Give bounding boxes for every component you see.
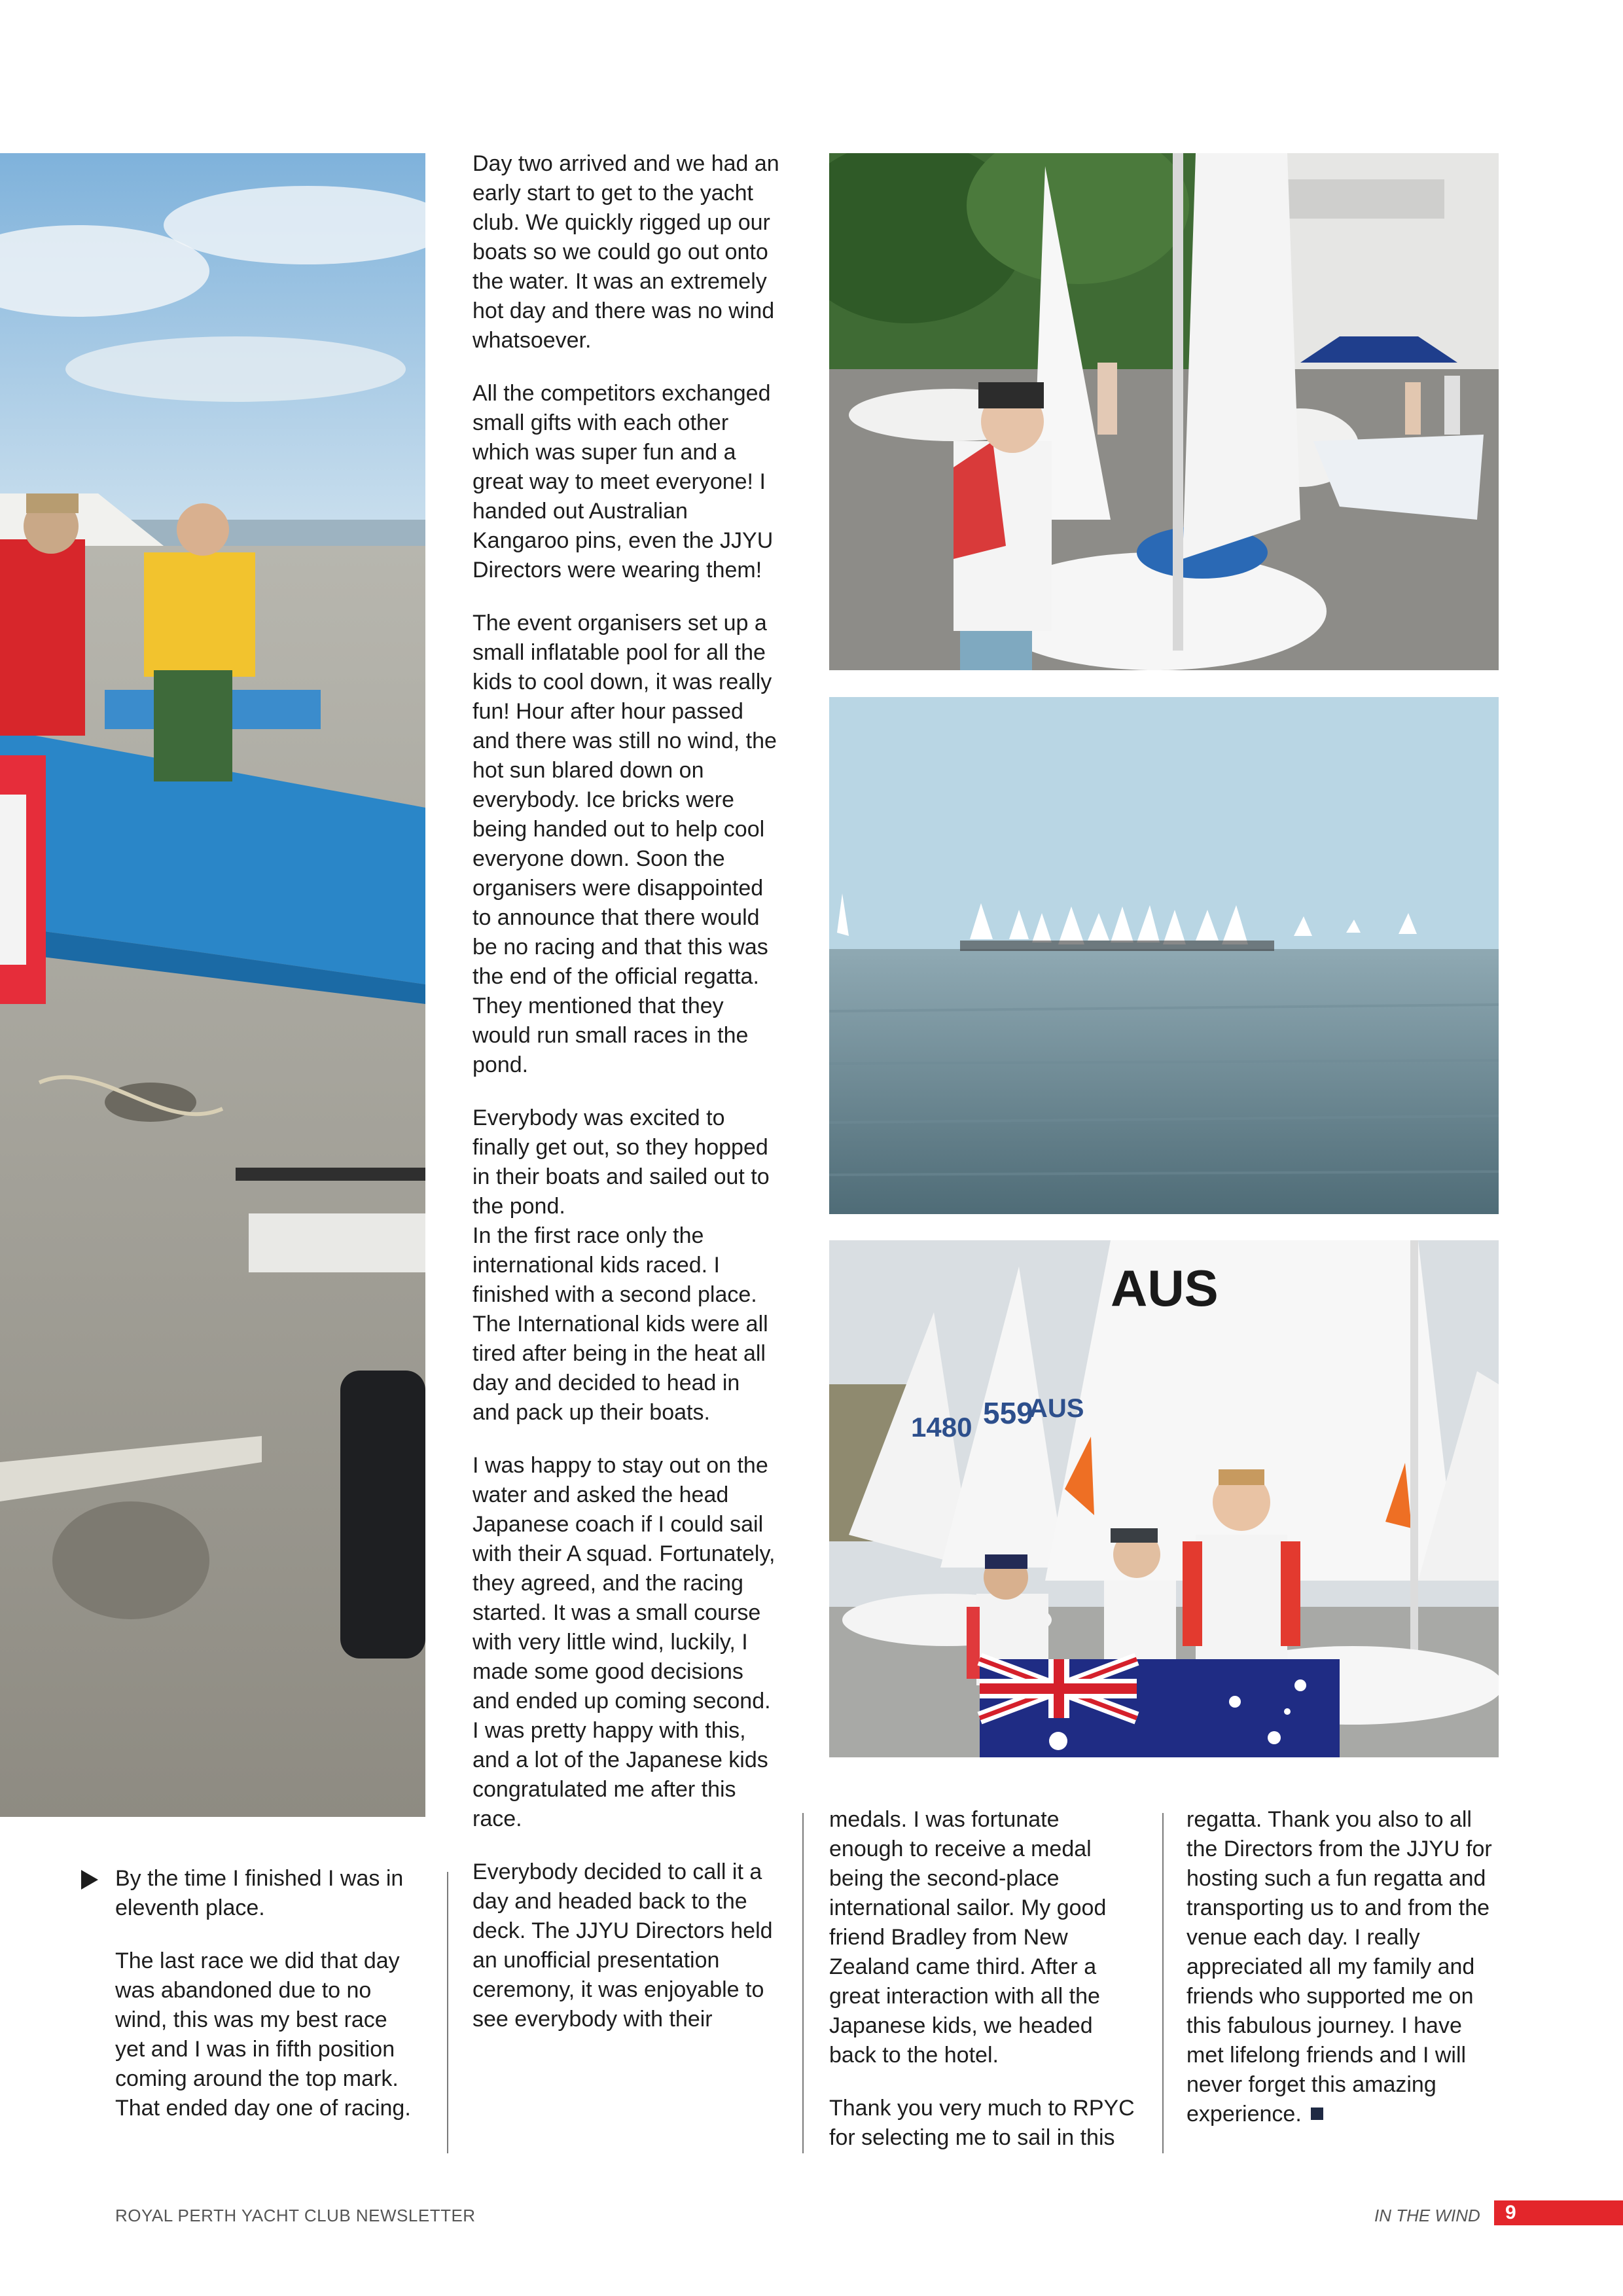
paragraph: All the competitors exchanged small gifts with each other which was super fun and a great way to meet everyone! I handed out Australian Kangaroo pins, even the JJYU Directors were wearing them! <box>473 381 774 583</box>
paragraph: The event organisers set up a small inflatable pool for all the kids to cool down, it was really fun! Hour after hour passed and there was still no wind, the hot sun blared down on everybody. Ice bricks were being handed out to help cool everyone down. Soon the organisers were disappointed to announce that there would be no racing and that this was the end of the official regatta. They mentioned that they would run small races in the pond. <box>473 611 777 1077</box>
paragraph: Thank you very much to RPYC for selecting me to sail in this <box>829 2096 1135 2150</box>
paragraph: Everybody decided to call it a day and headed back to the deck. The JJYU Directors held an unofficial presentation ceremony, it was enjoyable to see everybody with their <box>473 1859 773 2032</box>
paragraph: The last race we did that day was abandoned due to no wind, this was my best race yet and I was in fifth position coming around the top mark. That ended day one of racing. <box>115 1948 411 2121</box>
photo-dinghy-park <box>829 153 1499 670</box>
sail-number-559: 559 <box>983 1396 1033 1430</box>
sail-number-aus: AUS <box>1111 1259 1219 1317</box>
footer-publication: ROYAL PERTH YACHT CLUB NEWSLETTER <box>115 2206 476 2225</box>
paragraph: Everybody was excited to finally get out, so they hopped in their boats and sailed out to the pond. <box>473 1105 770 1219</box>
text-column-left <box>115 1864 423 2123</box>
end-of-article-icon <box>1311 2108 1323 2120</box>
bullet-arrow-icon <box>81 1870 98 1890</box>
paragraph: medals. I was fortunate enough to receive a medal being the second-place international sailor. My good friend Bradley from New Zealand came third. After a great interaction with all the Japanese kids, we headed back to the hotel. <box>829 1807 1107 2068</box>
text-column-right-1 <box>829 1805 1137 2153</box>
column-divider <box>1162 1813 1164 2153</box>
photo-boat-park-left <box>0 153 425 1817</box>
photo-fleet-on-water <box>829 697 1499 1214</box>
paragraph: By the time I finished I was in eleventh place. <box>115 1866 404 1920</box>
text-column-right-2 <box>1186 1805 1494 2129</box>
column-divider <box>447 1872 448 2153</box>
sail-number-aus-small: AUS <box>1029 1394 1084 1423</box>
column-divider <box>802 1813 804 2153</box>
paragraph: I was happy to stay out on the water and asked the head Japanese coach if I could sail with their A squad. Fortunately, they agreed, and the racing started. It was a small course with very little wind, luckily, I made some good decisions and ended up coming second. I was pretty happy with this, and a lot of the Japanese kids congratulated me after this race. <box>473 1453 776 1831</box>
footer-section: IN THE WIND <box>1374 2206 1480 2225</box>
paragraph <box>1186 1805 1494 2129</box>
photo-kids-with-flag <box>829 1240 1499 1757</box>
paragraph-text: regatta. Thank you also to all the Directors from the JJYU for hosting such a fun regatta and transporting us to and from the venue each day. I really appreciated all my family and friends who supported me on this fabulous journey. I have met lifelong friends and I will never forget this amazing experience. <box>1186 1807 1492 2126</box>
text-column-middle <box>473 149 780 2034</box>
paragraph: In the first race only the international kids raced. I finished with a second place. The International kids were all tired after being in the heat all day and decided to head in and pack up their boats. <box>473 1223 768 1425</box>
sail-number-1480: 1480 <box>911 1412 972 1443</box>
page-number: 9 <box>1505 2202 1516 2223</box>
paragraph: Day two arrived and we had an early start to get to the yacht club. We quickly rigged up our boats so we could go out onto the water. It was an extremely hot day and there was no wind whatsoever. <box>473 151 779 353</box>
